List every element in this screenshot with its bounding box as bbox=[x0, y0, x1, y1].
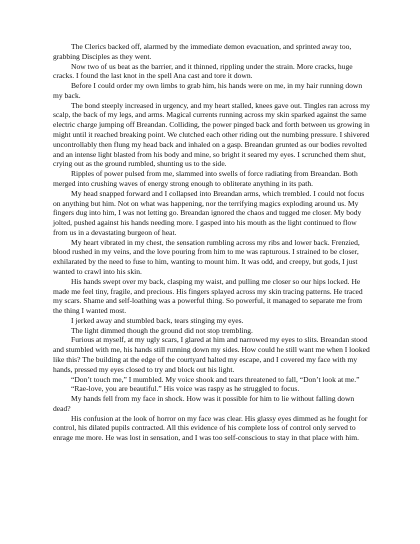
paragraph: His confusion at the look of horror on my face was clear. His glassy eyes dimmed as he fought for control, his dilated pupils contracted. All this evidence of his complete loss of control only served to enrage me more. He was lost in sensation, and I was too self-conscious to stay in that place with him. bbox=[53, 413, 368, 443]
body-text bbox=[53, 42, 371, 443]
paragraph: My head snapped forward and I collapsed into Breandan arms, which trembled. I could not focus on anything but him. Not on what was happening, nor the terrifying magics exploding around us. My fingers dug into him, I was not letting go. Breandan ignored the chaos and tugged me closer. My body jolted, pushed against his hands needing more. I gasped into his mouth as the light continued to flow from us in a devastating burgeon of heat. bbox=[53, 188, 365, 237]
paragraph: Before I could order my own limbs to grab him, his hands were on me, in my hair running down my back. bbox=[53, 81, 363, 100]
paragraph: “Rae-love, you are beautiful.” His voice was raspy as he struggled to focus. bbox=[71, 384, 300, 394]
paragraph: The Clerics backed off, alarmed by the immediate demon evacuation, and sprinted away too, grabbing Disciples as they went. bbox=[53, 42, 352, 61]
paragraph: The light dimmed though the ground did not stop trembling. bbox=[71, 325, 253, 335]
paragraph: His hands swept over my back, clasping my waist, and pulling me closer so our hips locked. He made me feel tiny, fragile, and precious. His fingers splayed across my skin tracing patterns. He traced my scars. Shame and self-loathing was a powerful thing. So powerful, it managed to separate me from the thing I wanted most. bbox=[53, 276, 363, 316]
paragraph: My heart vibrated in my chest, the sensation rumbling across my ribs and lower back. Frenzied, blood rushed in my veins, and the love pouring from him to me was rapturous. I strained to be closer, exhilarated by the need to fuse to him, wanting to mount him. It was odd, and creepy, but gods, I just wanted to crawl into his skin. bbox=[53, 237, 360, 276]
paragraph: Furious at myself, at my ugly scars, I glared at him and narrowed my eyes to slits. Breandan stood and stumbled with me, his hands still running down my sides. How could he still want me when I looked like this? The building at the edge of the courtyard halted my escape, and I covered my face with my hands, pressed my eyes closed to try and block out his light. bbox=[53, 335, 370, 374]
paragraph: Now two of us beat as the barrier, and it thinned, rippling under the strain. More cracks, huge cracks. I found the last knot in the spell Ana cast and tore it down. bbox=[53, 61, 353, 81]
paragraph: Ripples of power pulsed from me, slammed into swells of force radiating from Breandan. Both merged into crushing waves of energy strong enough to obliterate anything in its path. bbox=[53, 169, 358, 188]
paragraph: I jerked away and stumbled back, tears stinging my eyes. bbox=[71, 315, 244, 325]
paragraph: My hands fell from my face in shock. How was it possible for him to lie without falling down dead? bbox=[53, 394, 355, 413]
paragraph: The bond steeply increased in urgency, and my heart stalled, knees gave out. Tingles ran across my scalp, the back of my legs, and arms. Magical currents running across my skin sparked against the same electric charge jumping off Breandan. Colliding, the power pinged back and forth between us growing in might until it reached breaking point. We clutched each other riding out the numbing pressure. I shivered uncontrollably then flung my head back and inhaled on a gasp. Breandan grunted as our bodies revolted and an intense light blasted from his body and mine, so bright it seared my eyes. I scrunched them shut, crying out as the ground rumbled, shunting us to the side. bbox=[53, 100, 370, 169]
paragraph: “Don’t touch me,” I mumbled. My voice shook and tears threatened to fall, “Don’t look at me.” bbox=[71, 374, 360, 384]
